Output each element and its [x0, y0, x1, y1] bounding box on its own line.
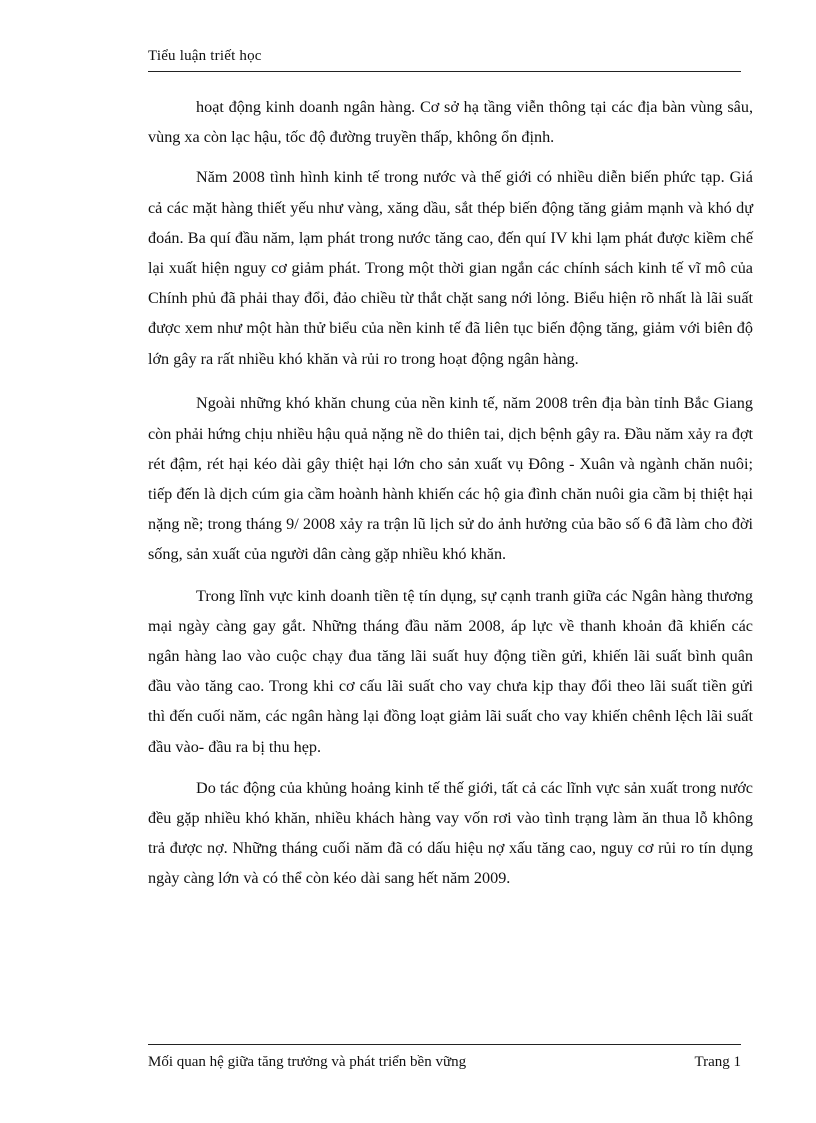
page-number: Trang 1 [694, 1054, 741, 1070]
paragraph: Ngoài những khó khăn chung của nền kinh tế, năm 2008 trên địa bàn tỉnh Bắc Giang còn phải hứng chịu nhiều hậu quả nặng nề do thiên tai, dịch bệnh gây ra. Đầu năm xảy ra đợt rét đậm, rét hại kéo dài gây thiệt hại lớn cho sản xuất vụ Đông - Xuân và ngành chăn nuôi; tiếp đến là dịch cúm gia cầm hoành hành khiến các hộ gia đình chăn nuôi gia cầm bị thiệt hại nặng nề; trong tháng 9/ 2008 xảy ra trận lũ lịch sử do ảnh hưởng của bão số 6 đã làm cho đời sống, sản xuất của người dân càng gặp nhiều khó khăn. [148, 394, 753, 564]
paragraph: Năm 2008 tình hình kinh tế trong nước và thế giới có nhiều diễn biến phức tạp. Giá cả các mặt hàng thiết yếu như vàng, xăng dầu, sắt thép biến động tăng giảm mạnh và khó dự đoán. Ba quí đầu năm, lạm phát trong nước tăng cao, đến quí IV khi lạm phát được kiềm chế lại xuất hiện nguy cơ giảm phát. Trong một thời gian ngắn các chính sách kinh tế vĩ mô của Chính phủ đã phải thay đổi, đảo chiều từ thắt chặt sang nới lỏng. Biểu hiện rõ nhất là lãi suất được xem như một hàn thử biểu của nền kinh tế đã liên tục biến động tăng, giảm với biên độ lớn gây ra rất nhiều khó khăn và rủi ro trong hoạt động ngân hàng. [148, 168, 753, 368]
header-title: Tiểu luận triết học [148, 48, 262, 64]
paragraph: Do tác động của khủng hoảng kinh tế thế giới, tất cả các lĩnh vực sản xuất trong nước đều gặp nhiều khó khăn, nhiều khách hàng vay vốn rơi vào tình trạng làm ăn thua lỗ không trả được nợ. Những tháng cuối năm đã có dấu hiệu nợ xấu tăng cao, nguy cơ rủi ro tín dụng ngày càng lớn và có thể còn kéo dài sang hết năm 2009. [148, 778, 753, 888]
document-body [148, 92, 753, 908]
footer-divider [148, 1044, 741, 1045]
paragraph: hoạt động kinh doanh ngân hàng. Cơ sở hạ tầng viễn thông tại các địa bàn vùng sâu, vùng xa còn lạc hậu, tốc độ đường truyền thấp, không ổn định. [148, 98, 753, 147]
header-divider [148, 71, 741, 72]
paragraph: Trong lĩnh vực kinh doanh tiền tệ tín dụng, sự cạnh tranh giữa các Ngân hàng thương mại ngày càng gay gắt. Những tháng đầu năm 2008, áp lực về thanh khoản đã khiến các ngân hàng lao vào cuộc chạy đua tăng lãi suất huy động tiền gửi, khiến lãi suất bình quân đầu vào tăng cao. Trong khi cơ cấu lãi suất cho vay chưa kịp thay đổi theo lãi suất tiền gửi thì đến cuối năm, các ngân hàng lại đồng loạt giảm lãi suất cho vay khiến chênh lệch lãi suất đầu vào- đầu ra bị thu hẹp. [148, 586, 753, 756]
page-header [148, 48, 741, 65]
page-footer [148, 1044, 741, 1071]
footer-title: Mối quan hệ giữa tăng trưởng và phát triển bền vững [148, 1054, 467, 1070]
